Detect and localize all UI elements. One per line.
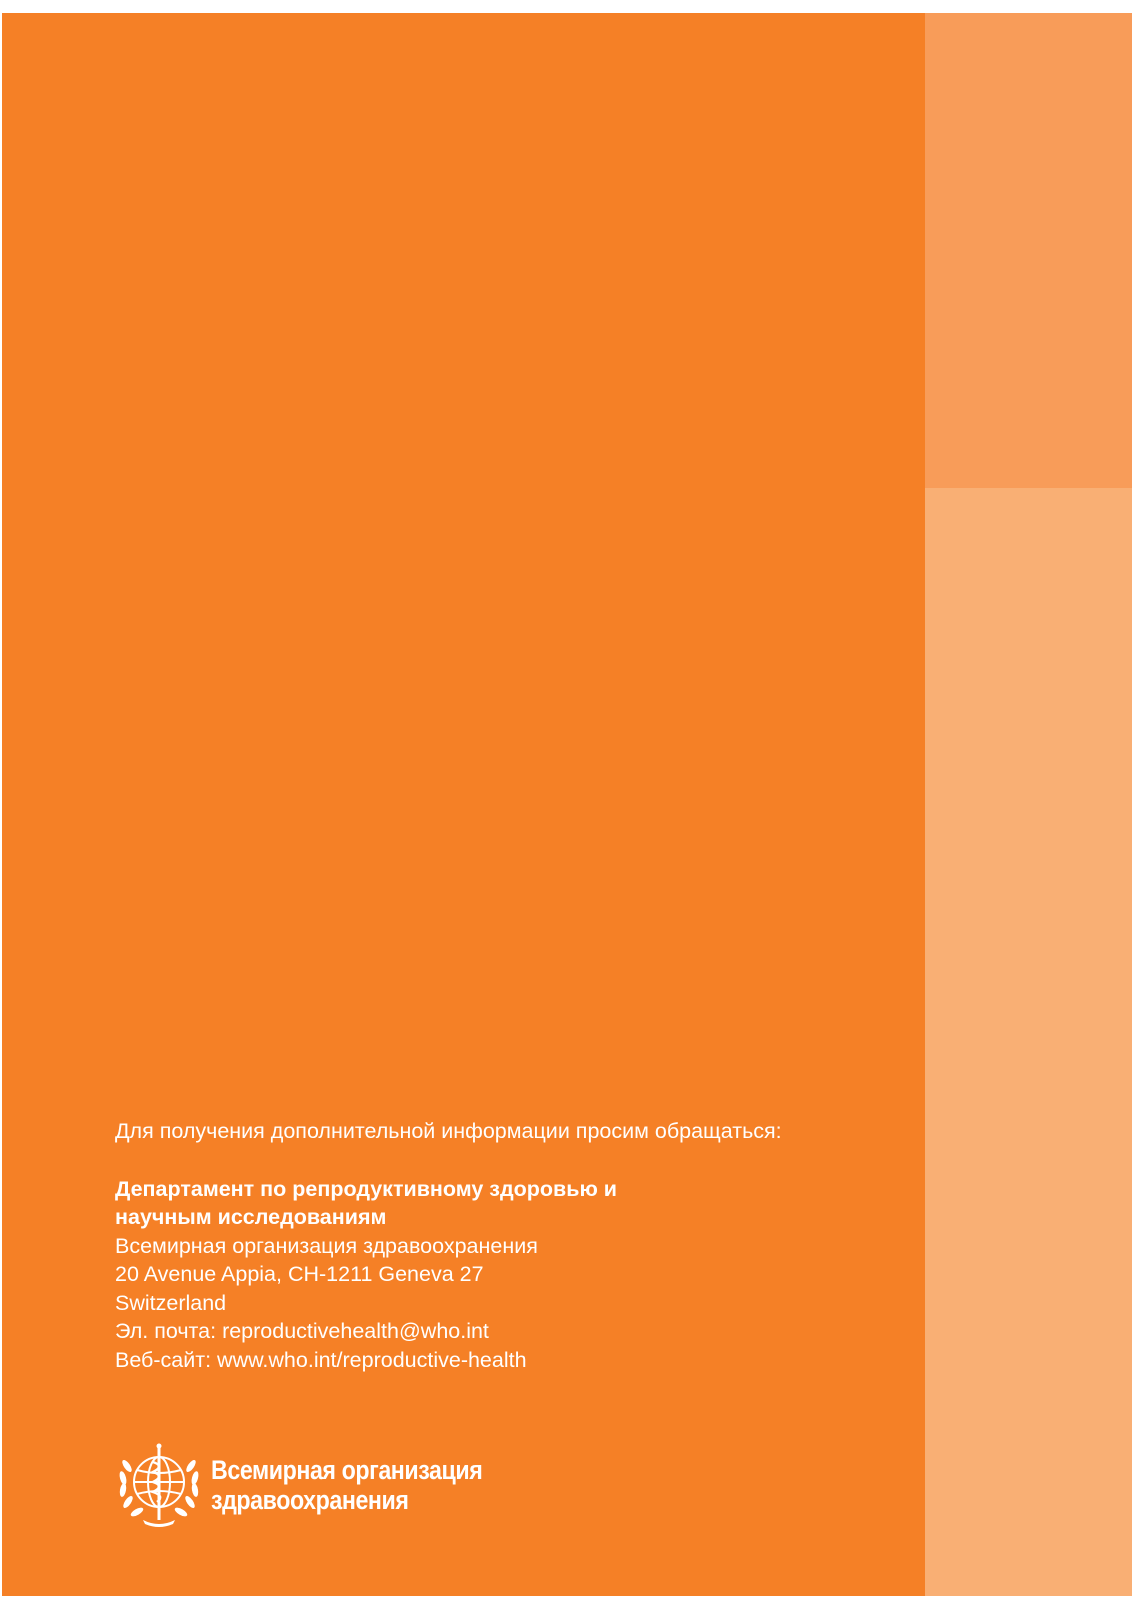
department-name-line1: Департамент по репродуктивному здоровью и [115, 1176, 618, 1201]
department-name-line2: научным исследованиям [115, 1205, 387, 1229]
right-strip-top [925, 13, 1132, 488]
contact-intro: Для получения дополнительной информации просим обращаться: [115, 1119, 782, 1143]
who-emblem-icon [113, 1440, 205, 1530]
who-logo [113, 1440, 527, 1530]
country: Switzerland [115, 1290, 227, 1315]
right-strip-bottom [925, 488, 1132, 1596]
organization-name: Всемирная организация здравоохранения [115, 1233, 538, 1258]
postal-address: 20 Avenue Appia, CH-1211 Geneva 27 [115, 1262, 484, 1286]
website-link[interactable]: Веб-сайт: www.who.int/reproductive-health [115, 1347, 527, 1372]
who-logo-text [211, 1455, 482, 1515]
email-link[interactable]: Эл. почта: reproductivehealth@who.int [115, 1319, 489, 1343]
who-logo-text-line2: здравоохранения [211, 1485, 409, 1515]
who-logo-text-line1: Всемирная организация [211, 1455, 483, 1485]
contact-block [115, 1117, 895, 1374]
